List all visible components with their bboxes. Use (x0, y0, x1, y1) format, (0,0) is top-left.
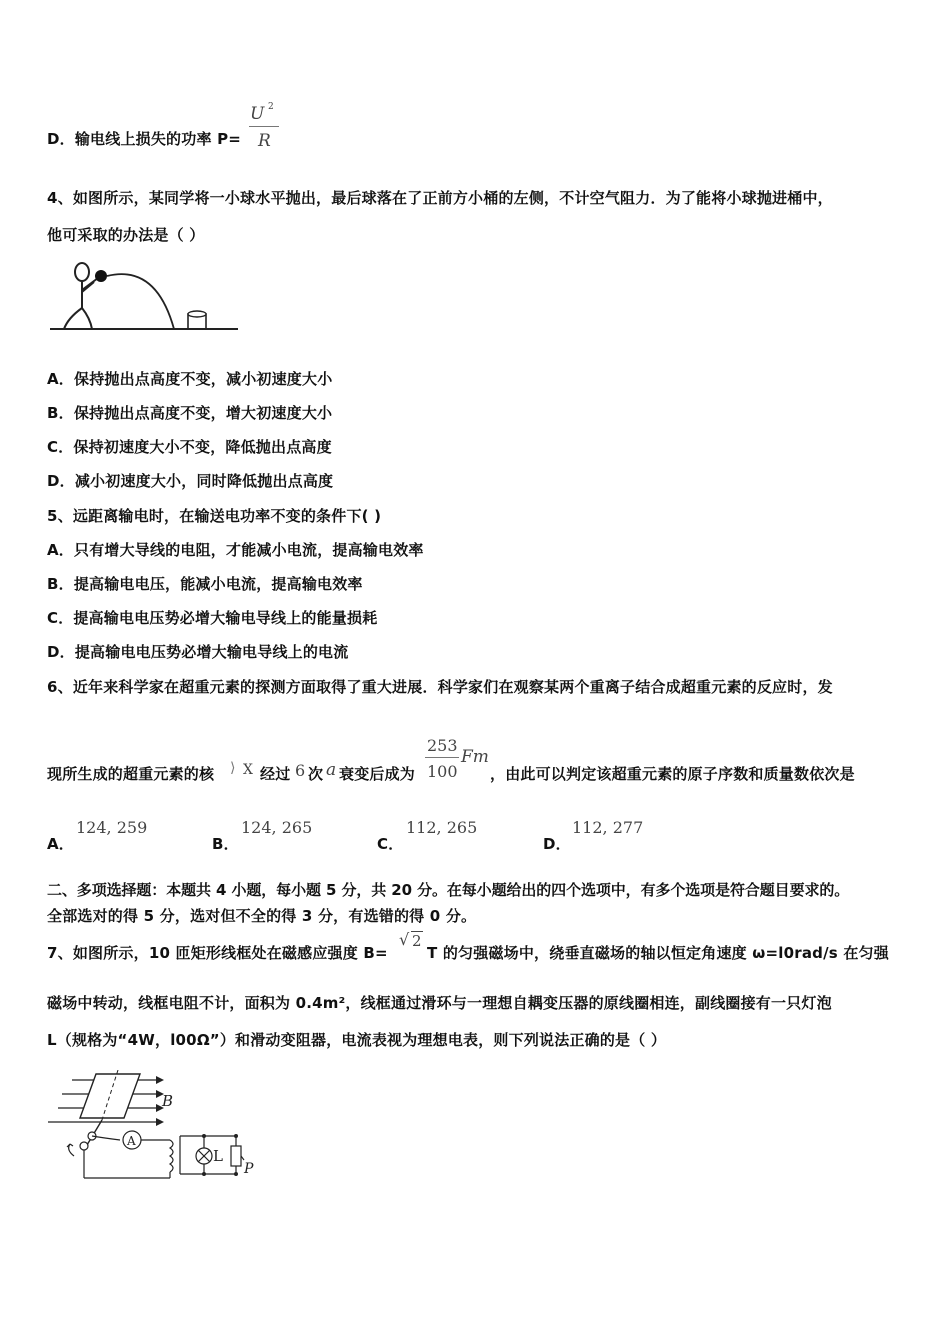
q6-fm-fraction-bar (425, 757, 459, 758)
q6-option-c-value: 112, 265 (406, 818, 478, 837)
q6-option-b-label: B． (212, 835, 239, 853)
q6-line2-part-b: 经过 (260, 765, 291, 783)
q7-line3: L（规格为“4W，l00Ω”）和滑动变阻器，电流表视为理想电表，则下列说法正确的是（ ） (47, 1031, 667, 1049)
q4-option-c: C．保持初速度大小不变，降低抛出点高度 (47, 438, 332, 456)
q3-formula-denominator: R (258, 131, 271, 151)
q3-formula-numerator: U (250, 104, 265, 124)
q3-fraction-bar (249, 126, 279, 127)
q7-circuit-figure (44, 1070, 274, 1185)
q6-option-c-label: C． (377, 835, 404, 853)
q6-option-d-value: 112, 277 (572, 818, 644, 837)
q5-option-c: C．提高输电电压势必增大输电导线上的能量损耗 (47, 609, 378, 627)
q6-nuclide-x: X (243, 762, 253, 778)
q7-line2: 磁场中转动，线框电阻不计，面积为 0.4m²，线框通过滑环与一理想自耦变压器的原线圈相连，副线圈接有一只灯泡 (47, 994, 832, 1012)
q7-sqrt-sign: √ (399, 930, 410, 949)
q3-formula-exponent: 2 (268, 102, 274, 112)
section2-instructions-line1: 二、多项选择题：本题共 4 小题，每小题 5 分，共 20 分。在每小题给出的四个选项中，有多个选项是符合题目要求的。 (47, 881, 850, 899)
q7-line1-part-a: 7、如图所示，10 匝矩形线框处在磁感应强度 B= (47, 944, 388, 962)
section2-instructions-line2: 全部选对的得 5 分，选对但不全的得 3 分，有选错的得 0 分。 (47, 907, 477, 925)
q6-fm-symbol: Fm (461, 747, 489, 767)
q6-option-a-label: A． (47, 835, 75, 853)
q6-fm-atomic-number: 100 (427, 762, 458, 781)
q6-alpha-symbol: a (326, 760, 337, 780)
q6-option-d-label: D． (543, 835, 571, 853)
q6-line2-part-a: 现所生成的超重元素的核 (47, 765, 215, 783)
q7-sqrt-value: 2 (412, 932, 422, 950)
q6-stem-line1: 6、近年来科学家在超重元素的探测方面取得了重大进展．科学家们在观察某两个重离子结合成超重元素的反应时，发 (47, 678, 833, 696)
q3-option-d: D．输电线上损失的功率 P= (47, 130, 242, 148)
q4-stem-line2: 他可采取的办法是（ ） (47, 226, 205, 244)
q7-fig-label-ammeter: A (127, 1134, 136, 1148)
q4-throw-figure (46, 256, 242, 334)
q6-line2-part-e: ，由此可以判定该超重元素的原子序数和质量数依次是 (490, 765, 855, 783)
q4-option-d: D．减小初速度大小，同时降低抛出点高度 (47, 472, 334, 490)
q5-option-a: A．只有增大导线的电阻，才能减小电流，提高输电效率 (47, 541, 424, 559)
q6-line2-part-c: 次 (308, 765, 324, 783)
q6-count-six: 6 (295, 761, 306, 780)
q6-nuclide-glyph: ⟩ (230, 760, 236, 776)
q4-option-a: A．保持抛出点高度不变，减小初速度大小 (47, 370, 333, 388)
q5-stem: 5、远距离输电时，在输送电功率不变的条件下( ) (47, 507, 382, 525)
q4-stem-line1: 4、如图所示，某同学将一小球水平抛出，最后球落在了正前方小桶的左侧，不计空气阻力．为了能将小球抛进桶中， (47, 189, 833, 207)
q7-fig-label-lamp: L (213, 1147, 223, 1165)
q6-fm-mass-number: 253 (427, 736, 458, 755)
q5-option-b: B．提高输电电压，能减小电流，提高输电效率 (47, 575, 363, 593)
q7-fig-label-b: B (162, 1092, 174, 1110)
q4-option-b: B．保持抛出点高度不变，增大初速度大小 (47, 404, 333, 422)
q5-option-d: D．提高输电电压势必增大输电导线上的电流 (47, 643, 349, 661)
q6-option-b-value: 124, 265 (241, 818, 313, 837)
q7-fig-label-rheostat: P (244, 1161, 254, 1177)
q7-line1-part-b: T 的匀强磁场中，绕垂直磁场的轴以恒定角速度 ω=l0rad/s 在匀强 (427, 944, 889, 962)
q6-option-a-value: 124, 259 (76, 818, 148, 837)
q6-line2-part-d: 衰变后成为 (339, 765, 416, 783)
